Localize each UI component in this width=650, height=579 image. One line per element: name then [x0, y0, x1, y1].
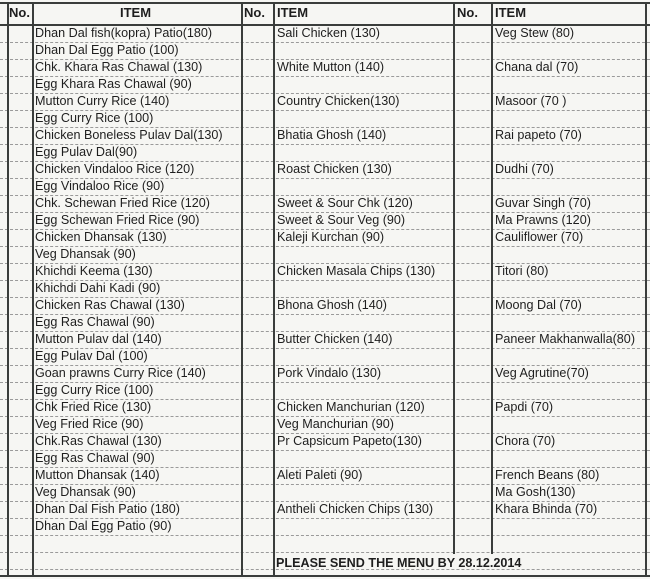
column-divider [273, 3, 275, 577]
menu-item: Bhona Ghosh (140) [277, 298, 387, 312]
column-divider [645, 3, 647, 577]
menu-item: Kaleji Kurchan (90) [277, 230, 385, 244]
menu-item: Chana dal (70) [495, 60, 579, 74]
header-item-3: ITEM [495, 5, 527, 20]
row-divider [0, 535, 650, 536]
menu-item: Egg Curry Rice (100) [35, 383, 154, 397]
menu-item: Dudhi (70) [495, 162, 554, 176]
menu-item: Butter Chicken (140) [277, 332, 393, 346]
menu-item: Paneer Makhanwalla(80) [495, 332, 636, 346]
menu-item: Pork Vindalo (130) [277, 366, 382, 380]
menu-item: Veg Agrutine(70) [495, 366, 589, 380]
menu-item: Chk Fried Rice (130) [35, 400, 152, 414]
menu-item: Khara Bhinda (70) [495, 502, 598, 516]
menu-item: Goan prawns Curry Rice (140) [35, 366, 206, 380]
row-divider [0, 569, 650, 570]
menu-item: Khichdi Dahi Kadi (90) [35, 281, 161, 295]
menu-item: Veg Stew (80) [495, 26, 575, 40]
column-divider [7, 3, 9, 577]
menu-item: Aleti Paleti (90) [277, 468, 363, 482]
header-item-1: ITEM [120, 5, 152, 20]
menu-item: Moong Dal (70) [495, 298, 582, 312]
table-top-border [0, 2, 650, 4]
menu-item: Veg Dhansak (90) [35, 247, 136, 261]
menu-item: Veg Dhansak (90) [35, 485, 136, 499]
menu-item: Titori (80) [495, 264, 549, 278]
menu-item: Egg Pulav Dal (100) [35, 349, 148, 363]
header-no-2: No. [244, 5, 265, 20]
row-divider [0, 552, 650, 553]
menu-item: Chicken Boneless Pulav Dal(130) [35, 128, 223, 142]
menu-item: Roast Chicken (130) [277, 162, 392, 176]
menu-item: Chicken Manchurian (120) [277, 400, 425, 414]
column-divider [32, 3, 34, 577]
header-no-1: No. [9, 5, 30, 20]
menu-item: Papdi (70) [495, 400, 554, 414]
menu-item: Mutton Pulav dal (140) [35, 332, 162, 346]
menu-item: Egg Schewan Fried Rice (90) [35, 213, 200, 227]
menu-item: Khichdi Keema (130) [35, 264, 153, 278]
menu-item: Dhan Dal fish(kopra) Patio(180) [35, 26, 213, 40]
menu-item: Chicken Dhansak (130) [35, 230, 167, 244]
header-item-2: ITEM [277, 5, 309, 20]
menu-item: Veg Fried Rice (90) [35, 417, 144, 431]
menu-item: Dhan Dal Egg Patio (100) [35, 43, 179, 57]
menu-item: Guvar Singh (70) [495, 196, 591, 210]
menu-item: Chk.Ras Chawal (130) [35, 434, 162, 448]
menu-item: Chicken Ras Chawal (130) [35, 298, 185, 312]
menu-item: Chk. Schewan Fried Rice (120) [35, 196, 210, 210]
footer-note: PLEASE SEND THE MENU BY 28.12.2014 [276, 556, 522, 570]
menu-item: Ma Prawns (120) [495, 213, 591, 227]
menu-item: Dhan Dal Fish Patio (180) [35, 502, 180, 516]
header-no-3: No. [457, 5, 478, 20]
menu-item: French Beans (80) [495, 468, 600, 482]
menu-item: Egg Ras Chawal (90) [35, 451, 155, 465]
menu-item: Sweet & Sour Veg (90) [277, 213, 406, 227]
menu-item: Pr Capsicum Papeto(130) [277, 434, 422, 448]
menu-item: Egg Curry Rice (100) [35, 111, 154, 125]
menu-item: Chicken Masala Chips (130) [277, 264, 436, 278]
menu-item: Egg Khara Ras Chawal (90) [35, 77, 192, 91]
column-divider [491, 3, 493, 554]
menu-item: Cauliflower (70) [495, 230, 584, 244]
menu-item: Dhan Dal Egg Patio (90) [35, 519, 172, 533]
menu-item: Sali Chicken (130) [277, 26, 380, 40]
table-bottom-border [0, 575, 650, 577]
menu-item: Sweet & Sour Chk (120) [277, 196, 413, 210]
column-divider [241, 3, 243, 577]
menu-item: Egg Ras Chawal (90) [35, 315, 155, 329]
menu-item: Chk. Khara Ras Chawal (130) [35, 60, 203, 74]
column-divider [453, 3, 455, 554]
menu-item: Mutton Dhansak (140) [35, 468, 160, 482]
menu-item: Antheli Chicken Chips (130) [277, 502, 434, 516]
menu-item: Ma Gosh(130) [495, 485, 576, 499]
menu-item: Bhatia Ghosh (140) [277, 128, 387, 142]
menu-item: Country Chicken(130) [277, 94, 400, 108]
menu-item: Mutton Curry Rice (140) [35, 94, 170, 108]
menu-item: White Mutton (140) [277, 60, 385, 74]
menu-item: Egg Pulav Dal(90) [35, 145, 138, 159]
menu-item: Chicken Vindaloo Rice (120) [35, 162, 195, 176]
menu-item: Egg Vindaloo Rice (90) [35, 179, 165, 193]
menu-item: Masoor (70 ) [495, 94, 567, 108]
menu-item: Rai papeto (70) [495, 128, 582, 142]
menu-item: Veg Manchurian (90) [277, 417, 394, 431]
menu-item: Chora (70) [495, 434, 556, 448]
